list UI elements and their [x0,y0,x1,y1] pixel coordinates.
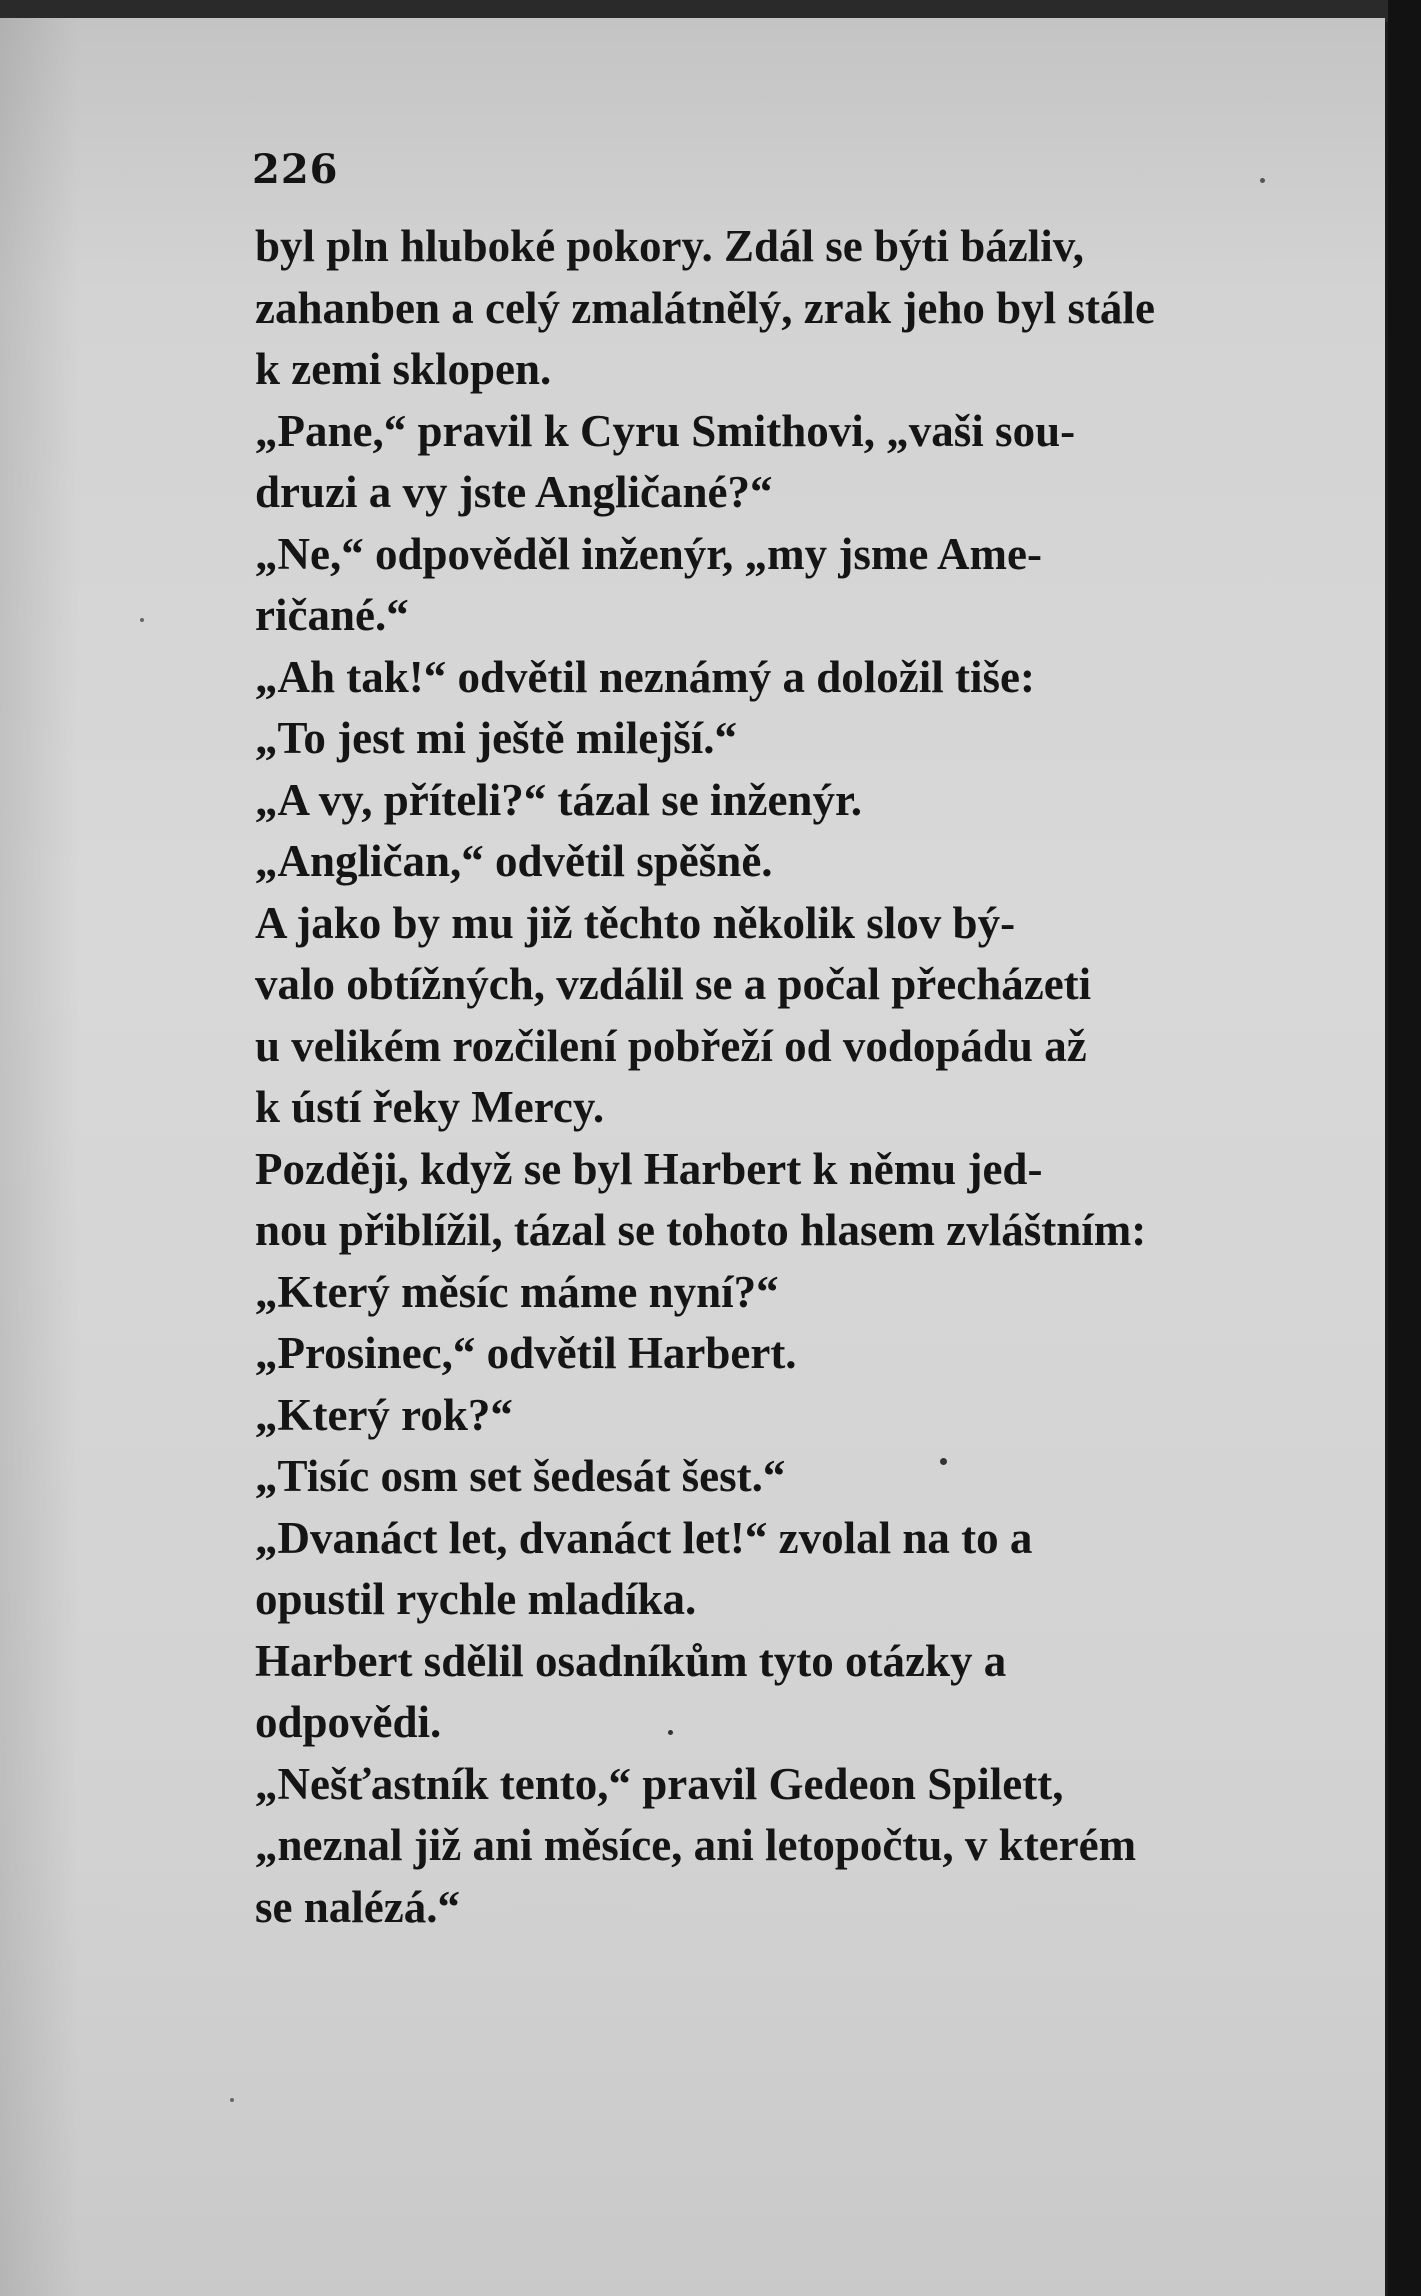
paper-speck [140,618,144,622]
paragraph: „Který rok?“ [255,1389,513,1440]
paper-speck [940,1458,947,1465]
paragraph: byl pln hluboké pokory. Zdál se býti bázliv, zahanben a celý zmalátnělý, zrak jeho byl stále k zemi sklopen. [255,221,1155,394]
paragraph: „Tisíc osm set šedesát šest.“ [255,1451,786,1501]
paragraph: „Angličan,“ odvětil spěšně. [255,836,773,886]
paragraph: Harbert sdělil osadníkům tyto otázky a odpovědi. [255,1635,1007,1747]
paragraph: A jako by mu již těchto několik slov bý- valo obtížných, vzdálil se a počal přecházeti u velikém rozčilení pobřeží od vodopádu až k ústí řeky Mercy. [255,897,1092,1132]
paper-speck [668,1730,673,1735]
paragraph: „Ne,“ odpověděl inženýr, „my jsme Ame- ričané.“ [255,528,1042,640]
book-page [0,18,1385,2296]
paragraph: „A vy, příteli?“ tázal se inženýr. [255,774,863,825]
paragraph: „Dvanáct let, dvanáct let!“ zvolal na to a opustil rychle mladíka. [255,1512,1033,1624]
paragraph: Později, když se byl Harbert k němu jed- nou přiblížil, tázal se tohoto hlasem zvláštním: „Který měsíc máme nyní?“ [255,1143,1147,1317]
paragraph: „Ah tak!“ odvětil neznámý a doložil tiše: „To jest mi ještě milejší.“ [255,651,1035,763]
page-number: 226 [252,146,339,193]
scan-border-right [1388,0,1421,2296]
paper-speck [230,2098,234,2102]
paper-speck [1260,178,1265,183]
paragraph: „Pane,“ pravil k Cyru Smithovi, „vaši sou- druzi a vy jste Angličané?“ [255,405,1076,517]
paragraph: „Nešťastník tento,“ pravil Gedeon Spilett, „neznal již ani měsíce, ani letopočtu, v kterém se nalézá.“ [255,1758,1137,1932]
paragraph: „Prosinec,“ odvětil Harbert. [255,1328,797,1378]
body-text [255,216,1300,1938]
